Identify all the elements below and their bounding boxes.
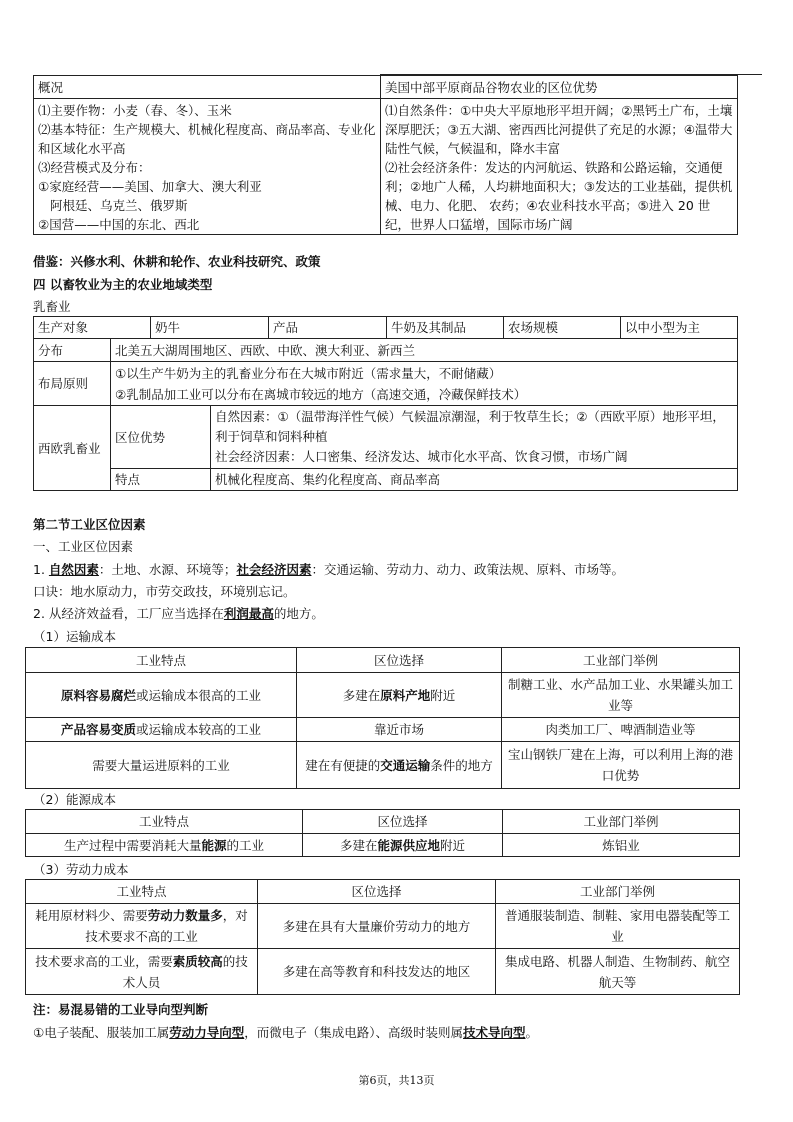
t: 劳动力数量多 xyxy=(147,908,223,923)
th: 区位选择 xyxy=(258,880,496,904)
cell: 需要大量运进原料的工业 xyxy=(26,742,297,789)
section-title: 第二节工业区位因素 xyxy=(33,517,146,532)
paragraph-1 xyxy=(33,560,624,580)
text: ⑵社会经济条件：发达的内河航运、铁路和公路运输，交通便利；②地广人稀，人均耕地面积大；③发达的工业基础，提供机械、电力、化肥、 农药；④农业科技水平高；⑤进入 20 世纪，世界人口猛增，国际市场广阔 xyxy=(385,160,733,232)
t: ，对技术要求不高的工业 xyxy=(85,908,248,944)
text: ⑵基本特征：生产规模大、机械化程度高、商品率高、专业化和区域化水平高 xyxy=(38,122,376,156)
t: 。 xyxy=(525,1025,539,1040)
cell: 农场规模 xyxy=(504,317,621,339)
t: 自然因素 xyxy=(48,562,99,577)
cell: 炼铝业 xyxy=(503,834,740,857)
labor-label: （3）劳动力成本 xyxy=(33,862,129,877)
page-number: 第6页，共13页 xyxy=(358,1074,435,1087)
subheading: 一、工业区位因素 xyxy=(33,539,134,554)
t: 耗用原材料少、需要 xyxy=(35,908,148,923)
energy-label: （2）能源成本 xyxy=(33,792,116,807)
cell: 生产对象 xyxy=(34,317,151,339)
cell: 牛奶及其制品 xyxy=(387,317,504,339)
t: 技术导向型 xyxy=(463,1025,526,1040)
text: 阿根廷、乌克兰、俄罗斯 xyxy=(50,198,188,213)
t: 能源 xyxy=(201,837,227,853)
cell: 区位优势 xyxy=(111,406,211,469)
energy-cost-table xyxy=(25,809,740,857)
t: 条件的地方 xyxy=(430,757,493,773)
cell: 西欧乳畜业 xyxy=(34,406,111,491)
t: 生产过程中需要消耗大量 xyxy=(63,837,202,853)
t: 多建在 xyxy=(342,687,381,703)
th: 区位选择 xyxy=(303,810,503,834)
cell: 机械化程度高、集约化程度高、商品率高 xyxy=(211,469,738,491)
mnemonic: 口诀：地水原动力，市劳交政技，环境别忘记。 xyxy=(33,584,296,599)
cell: 多建在高等教育和科技发达的地区 xyxy=(258,949,496,995)
t: ①电子装配、服装加工属 xyxy=(33,1025,170,1040)
dairy-table xyxy=(33,316,738,491)
labor-cost-table xyxy=(25,879,740,995)
text: ②国营——中国的东北、西北 xyxy=(38,217,200,232)
t: 原料容易腐烂 xyxy=(60,687,136,703)
t: 或运输成本较高的工业 xyxy=(136,722,262,737)
th: 区位选择 xyxy=(297,648,502,673)
t: ：土地、水源、环境等； xyxy=(98,562,237,577)
cell: 靠近市场 xyxy=(297,718,502,742)
text: ⑶经营模式及分布： xyxy=(38,160,151,175)
t: 的工业 xyxy=(226,837,265,853)
t: ，而微电子（集成电路）、高级时装则属 xyxy=(244,1025,463,1040)
note-1 xyxy=(33,1023,538,1043)
t: ：交通运输、劳动力、动力、政策法规、原料、市场等。 xyxy=(311,562,624,577)
text: 社会经济因素：人口密集、经济发达、城市化水平高、饮食习惯，市场广阔 xyxy=(215,449,628,464)
text: ①以生产牛奶为主的乳畜业分布在大城市附近（需求量大，不耐储藏） xyxy=(115,365,502,381)
cell: 产品 xyxy=(269,317,387,339)
th: 工业部门举例 xyxy=(502,648,740,673)
text: ⑴自然条件：①中央大平原地形平坦开阔；②黑钙土广布，土壤深厚肥沃；③五大湖、密西西比河提供了充足的水源；④温带大陆性气候，气候温和，降水丰富 xyxy=(385,103,733,156)
cell: 特点 xyxy=(111,469,211,491)
text: ②乳制品加工业可以分布在离城市较远的地方（高速交通，冷藏保鲜技术） xyxy=(115,386,527,402)
t: 社会经济因素 xyxy=(236,562,312,577)
text: ①家庭经营——美国、加拿大、澳大利亚 xyxy=(38,179,262,194)
t: 能源供应地 xyxy=(377,837,440,853)
cell: 普通服装制造、制鞋、家用电器装配等工业 xyxy=(496,904,740,949)
cell: 布局原则 xyxy=(34,362,111,406)
th: 工业特点 xyxy=(26,810,303,834)
t: 建在有便捷的 xyxy=(305,757,381,773)
t: 多建在 xyxy=(339,837,378,853)
th: 工业特点 xyxy=(26,880,258,904)
header-overview: 概况 xyxy=(34,76,381,99)
cell: 宝山钢铁厂建在上海，可以利用上海的港口优势 xyxy=(502,742,740,789)
note-title: 注：易混易错的工业导向型判断 xyxy=(33,1002,209,1017)
cell: 奶牛 xyxy=(151,317,269,339)
cell: 多建在具有大量廉价劳动力的地方 xyxy=(258,904,496,949)
text: ⑴主要作物：小麦（春、冬）、玉米 xyxy=(38,103,232,118)
jiejian: 借鉴：兴修水利、休耕和轮作、农业科技研究、政策 xyxy=(33,254,321,269)
cell: 北美五大湖周围地区、西欧、中欧、澳大利亚、新西兰 xyxy=(111,339,738,362)
t: 附近 xyxy=(440,837,466,853)
section-heading: 四 以畜牧业为主的农业地域类型 xyxy=(33,277,213,292)
th: 工业特点 xyxy=(26,648,297,673)
t: 的地方。 xyxy=(273,606,324,621)
cell: 制糖工业、水产品加工业、水果罐头加工业等 xyxy=(502,673,740,718)
transport-label: （1）运输成本 xyxy=(33,629,116,644)
dairy-label: 乳畜业 xyxy=(33,299,71,314)
t: 技术要求高的工业，需要 xyxy=(35,953,173,969)
t: 或运输成本很高的工业 xyxy=(136,687,262,703)
transport-cost-table xyxy=(25,647,740,789)
paragraph-2 xyxy=(33,604,324,624)
cell: 集成电路、机器人制造、生物制药、航空航天等 xyxy=(496,949,740,995)
th: 工业部门举例 xyxy=(503,810,740,834)
t: 2. 从经济效益看，工厂应当选择在 xyxy=(33,606,224,621)
t: 劳动力导向型 xyxy=(169,1025,245,1040)
t: 产品容易变质 xyxy=(60,722,136,737)
grain-agriculture-table xyxy=(33,75,738,235)
cell: 分布 xyxy=(34,339,111,362)
t: 1. xyxy=(33,562,49,577)
t: 附近 xyxy=(430,687,456,703)
cell: 以中小型为主 xyxy=(621,317,738,339)
t: 利润最高 xyxy=(223,606,274,621)
th: 工业部门举例 xyxy=(496,880,740,904)
t: 原料产地 xyxy=(380,687,431,703)
t: 素质较高 xyxy=(172,953,223,969)
t: 的技术人员 xyxy=(122,953,248,990)
header-advantage: 美国中部平原商品谷物农业的区位优势 xyxy=(381,76,738,99)
text: 自然因素：①（温带海洋性气候）气候温凉潮湿，利于牧草生长；②（西欧平原）地形平坦，利于饲草和饲料种植 xyxy=(215,409,725,444)
t: 交通运输 xyxy=(380,757,431,773)
cell: 肉类加工厂、啤酒制造业等 xyxy=(502,718,740,742)
